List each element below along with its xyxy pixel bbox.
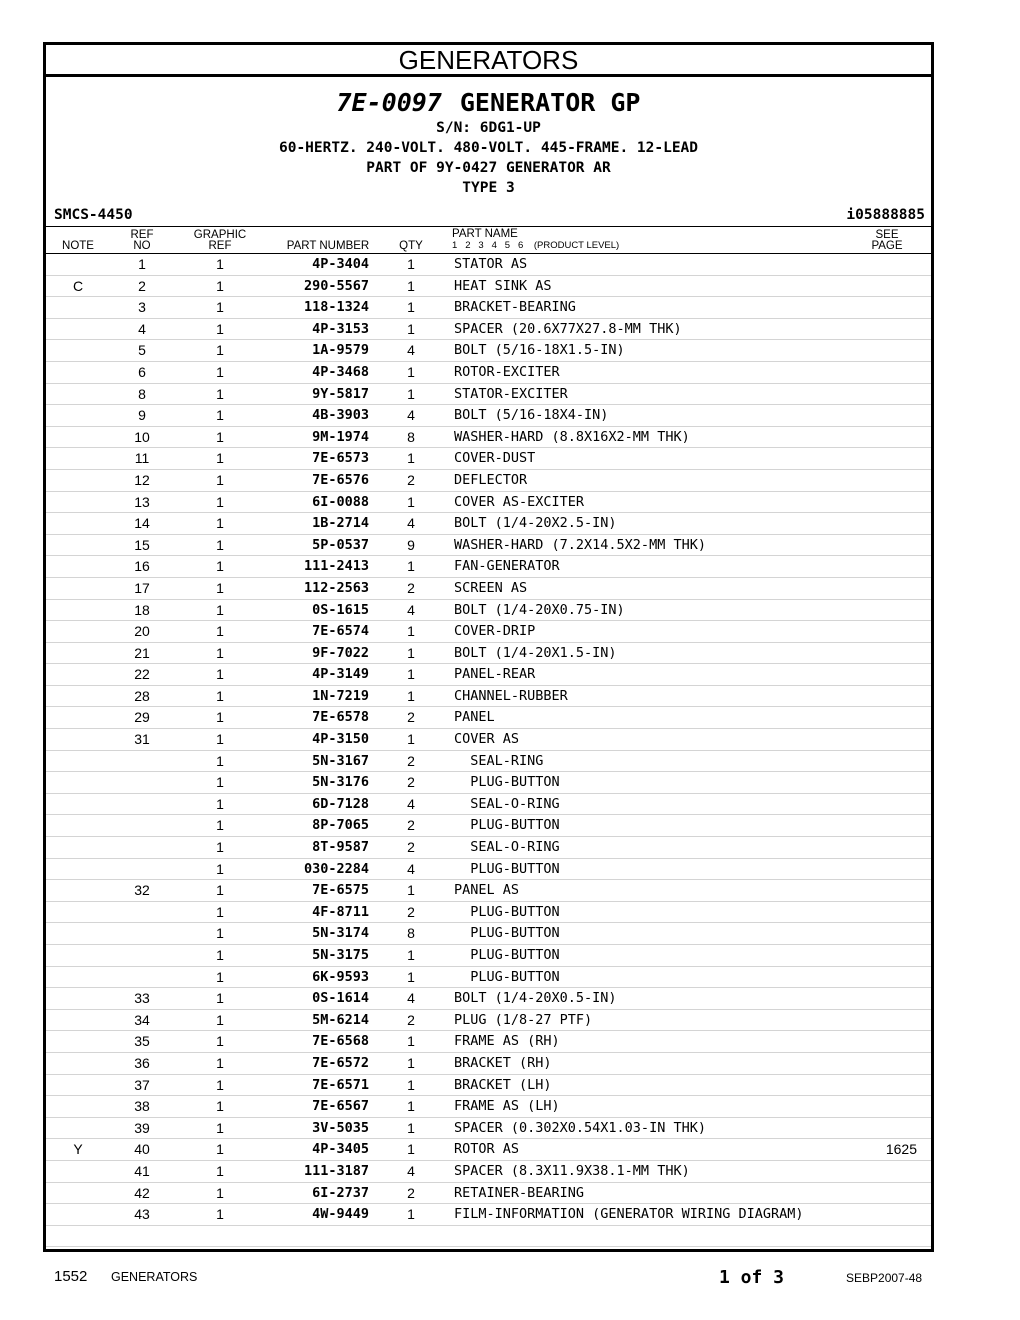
- part-name-cell: COVER-DUST: [454, 450, 536, 467]
- qty-cell: 1: [407, 320, 415, 337]
- qty-cell: 2: [407, 579, 415, 596]
- graphic-ref-cell: 1: [216, 1162, 224, 1179]
- graphic-ref-cell: 1: [216, 666, 224, 683]
- part-number-cell: 5N-3176: [312, 774, 369, 791]
- graphic-ref-cell: 1: [216, 903, 224, 920]
- qty-cell: 4: [407, 515, 415, 532]
- section-title: GENERATORS: [46, 45, 931, 77]
- part-number-cell: 4P-3153: [312, 320, 369, 337]
- graphic-ref-cell: 1: [216, 1054, 224, 1071]
- table-row: [46, 686, 931, 708]
- ref-no-cell: 17: [134, 579, 150, 596]
- table-row: [46, 945, 931, 967]
- table-row: [46, 621, 931, 643]
- part-number-cell: 1A-9579: [312, 342, 369, 359]
- part-number-cell: 7E-6567: [312, 1098, 369, 1115]
- ref-no-cell: 34: [134, 1011, 150, 1028]
- part-number-cell: 7E-6568: [312, 1033, 369, 1050]
- parts-list-frame: [43, 42, 934, 1252]
- part-name-cell: CHANNEL-RUBBER: [454, 687, 568, 704]
- generator-spec: 60-HERTZ. 240-VOLT. 480-VOLT. 445-FRAME. 12-LEAD: [278, 140, 699, 156]
- serial-number: S/N: 6DG1-UP: [436, 120, 541, 136]
- ref-no-cell: 8: [138, 385, 146, 402]
- ref-no-cell: 39: [134, 1119, 150, 1136]
- qty-cell: 1: [407, 968, 415, 985]
- part-name-cell: PANEL-REAR: [454, 666, 536, 683]
- qty-cell: 1: [407, 450, 415, 467]
- parts-table-body: [46, 254, 931, 1247]
- graphic-ref-cell: 1: [216, 882, 224, 899]
- part-name-cell: WASHER-HARD (7.2X14.5X2-MM THK): [454, 536, 706, 553]
- graphic-ref-cell: 1: [216, 1098, 224, 1115]
- part-name-cell: PLUG-BUTTON: [454, 817, 560, 834]
- qty-cell: 1: [407, 493, 415, 510]
- table-row: [46, 707, 931, 729]
- qty-cell: 1: [407, 363, 415, 380]
- model-number: 7E-0097: [336, 88, 442, 117]
- part-number-cell: 6I-0088: [312, 493, 369, 510]
- graphic-ref-cell: 1: [216, 1141, 224, 1158]
- qty-cell: 4: [407, 990, 415, 1007]
- graphic-ref-cell: 1: [216, 1119, 224, 1136]
- part-number-cell: 7E-6571: [312, 1076, 369, 1093]
- qty-cell: 1: [407, 1119, 415, 1136]
- ref-no-cell: 38: [134, 1098, 150, 1115]
- qty-cell: 2: [407, 839, 415, 856]
- part-number-cell: 0S-1614: [312, 990, 369, 1007]
- part-number-cell: 6I-2737: [312, 1184, 369, 1201]
- footer-page-of: 1 of 3: [719, 1267, 785, 1288]
- table-row: [46, 1096, 931, 1118]
- ref-no-cell: 21: [134, 644, 150, 661]
- part-number-cell: 7E-6574: [312, 623, 369, 640]
- qty-cell: 2: [407, 817, 415, 834]
- illustration-id: i05888885: [846, 207, 925, 223]
- ref-no-cell: 9: [138, 407, 146, 424]
- ref-no-cell: 40: [134, 1141, 150, 1158]
- table-row: [46, 513, 931, 535]
- part-name-cell: FRAME AS (LH): [454, 1098, 560, 1115]
- part-name-cell: BOLT (1/4-20X2.5-IN): [454, 515, 617, 532]
- code-line: [46, 204, 931, 226]
- table-row: [46, 988, 931, 1010]
- part-name-cell: BRACKET-BEARING: [454, 299, 576, 316]
- part-name-cell: BOLT (5/16-18X1.5-IN): [454, 342, 625, 359]
- graphic-ref-cell: 1: [216, 558, 224, 575]
- graphic-ref-cell: 1: [216, 795, 224, 812]
- graphic-ref-cell: 1: [216, 1011, 224, 1028]
- qty-cell: 4: [407, 1162, 415, 1179]
- table-row: [46, 319, 931, 341]
- ref-no-cell: 20: [134, 623, 150, 640]
- qty-cell: 1: [407, 623, 415, 640]
- part-number-cell: 5P-0537: [312, 536, 369, 553]
- part-number-cell: 4P-3149: [312, 666, 369, 683]
- graphic-ref-cell: 1: [216, 385, 224, 402]
- part-name-cell: PANEL AS: [454, 882, 520, 899]
- qty-cell: 2: [407, 1011, 415, 1028]
- col-qty: QTY: [399, 240, 423, 252]
- col-see-top: SEE: [875, 229, 899, 241]
- table-row: [46, 859, 931, 881]
- col-note: NOTE: [62, 240, 94, 252]
- part-name-cell: STATOR-EXCITER: [454, 385, 568, 402]
- qty-cell: 1: [407, 1098, 415, 1115]
- qty-cell: 1: [407, 385, 415, 402]
- qty-cell: 4: [407, 407, 415, 424]
- qty-cell: 1: [407, 1033, 415, 1050]
- graphic-ref-cell: 1: [216, 579, 224, 596]
- table-row: [46, 254, 931, 276]
- qty-cell: 4: [407, 795, 415, 812]
- qty-cell: 4: [407, 860, 415, 877]
- column-headers: [46, 226, 931, 254]
- qty-cell: 2: [407, 752, 415, 769]
- part-number-cell: 030-2284: [303, 860, 369, 877]
- ref-no-cell: 1: [138, 256, 146, 272]
- part-number-cell: 6K-9593: [312, 968, 369, 985]
- ref-no-cell: 28: [134, 687, 150, 704]
- col-ref-bottom: NO: [133, 240, 151, 252]
- part-name-cell: BOLT (1/4-20X0.5-IN): [454, 990, 617, 1007]
- part-name-cell: FRAME AS (RH): [454, 1033, 560, 1050]
- qty-cell: 2: [407, 471, 415, 488]
- table-row: [46, 751, 931, 773]
- graphic-ref-cell: 1: [216, 709, 224, 726]
- graphic-ref-cell: 1: [216, 601, 224, 618]
- graphic-ref-cell: 1: [216, 299, 224, 316]
- part-number-cell: 7E-6575: [312, 882, 369, 899]
- table-row: [46, 492, 931, 514]
- qty-cell: 1: [407, 558, 415, 575]
- table-row: [46, 729, 931, 751]
- part-number-cell: 4W-9449: [312, 1206, 369, 1223]
- graphic-ref-cell: 1: [216, 256, 224, 272]
- graphic-ref-cell: 1: [216, 925, 224, 942]
- qty-cell: 2: [407, 774, 415, 791]
- part-number-cell: 7E-6572: [312, 1054, 369, 1071]
- table-row: [46, 815, 931, 837]
- part-number-cell: 7E-6578: [312, 709, 369, 726]
- table-row: [46, 1075, 931, 1097]
- graphic-ref-cell: 1: [216, 860, 224, 877]
- graphic-ref-cell: 1: [216, 277, 224, 294]
- table-row: [46, 794, 931, 816]
- part-number-cell: 112-2563: [303, 579, 369, 596]
- graphic-ref-cell: 1: [216, 515, 224, 532]
- note-cell: Y: [73, 1141, 83, 1158]
- part-number-cell: 9M-1974: [312, 428, 369, 445]
- part-name-cell: PLUG-BUTTON: [454, 860, 560, 877]
- table-row: [46, 384, 931, 406]
- part-name-cell: PLUG-BUTTON: [454, 968, 560, 985]
- col-ref-top: REF: [130, 229, 154, 241]
- graphic-ref-cell: 1: [216, 968, 224, 985]
- col-part-number: PART NUMBER: [286, 240, 370, 252]
- table-row: [46, 664, 931, 686]
- qty-cell: 1: [407, 1054, 415, 1071]
- part-name-cell: RETAINER-BEARING: [454, 1184, 585, 1201]
- part-name-cell: BOLT (1/4-20X1.5-IN): [454, 644, 617, 661]
- qty-cell: 2: [407, 903, 415, 920]
- part-name-cell: BRACKET (RH): [454, 1054, 552, 1071]
- part-number-cell: 290-5567: [303, 277, 369, 294]
- part-name-cell: COVER AS: [454, 731, 520, 748]
- table-row: [46, 297, 931, 319]
- ref-no-cell: 41: [134, 1162, 150, 1179]
- graphic-ref-cell: 1: [216, 623, 224, 640]
- part-number-cell: 5M-6214: [312, 1011, 369, 1028]
- ref-no-cell: 6: [138, 363, 146, 380]
- part-name-cell: COVER AS-EXCITER: [454, 493, 585, 510]
- graphic-ref-cell: 1: [216, 1076, 224, 1093]
- col-graphic-bottom: REF: [208, 240, 232, 252]
- part-number-cell: 5N-3167: [312, 752, 369, 769]
- table-row: [46, 643, 931, 665]
- graphic-ref-cell: 1: [216, 471, 224, 488]
- part-name-cell: PLUG-BUTTON: [454, 774, 560, 791]
- part-number-cell: 3V-5035: [312, 1119, 369, 1136]
- table-row: [46, 405, 931, 427]
- empty-row: [46, 1226, 931, 1248]
- ref-no-cell: 37: [134, 1076, 150, 1093]
- graphic-ref-cell: 1: [216, 536, 224, 553]
- graphic-ref-cell: 1: [216, 731, 224, 748]
- table-row: [46, 1053, 931, 1075]
- part-name-cell: PLUG-BUTTON: [454, 947, 560, 963]
- table-row: [46, 1161, 931, 1183]
- ref-no-cell: 13: [134, 493, 150, 510]
- part-number-cell: 118-1324: [303, 299, 369, 316]
- graphic-ref-cell: 1: [216, 839, 224, 856]
- ref-no-cell: 10: [134, 428, 150, 445]
- qty-cell: 1: [407, 277, 415, 294]
- part-of-line: PART OF 9Y-0427 GENERATOR AR: [366, 160, 611, 176]
- part-name-cell: WASHER-HARD (8.8X16X2-MM THK): [454, 428, 690, 445]
- qty-cell: 1: [407, 1141, 415, 1158]
- graphic-ref-cell: 1: [216, 990, 224, 1007]
- table-row: [46, 578, 931, 600]
- table-row: [46, 427, 931, 449]
- table-row: [46, 600, 931, 622]
- part-name-cell: PANEL: [454, 709, 495, 726]
- graphic-ref-cell: 1: [216, 450, 224, 467]
- ref-no-cell: 22: [134, 666, 150, 683]
- table-row: [46, 837, 931, 859]
- graphic-ref-cell: 1: [216, 1033, 224, 1050]
- table-row: [46, 1031, 931, 1053]
- graphic-ref-cell: 1: [216, 947, 224, 963]
- part-number-cell: 7E-6576: [312, 471, 369, 488]
- graphic-ref-cell: 1: [216, 1184, 224, 1201]
- part-number-cell: 0S-1615: [312, 601, 369, 618]
- part-name-cell: SEAL-O-RING: [454, 839, 560, 856]
- table-row: [46, 1010, 931, 1032]
- ref-no-cell: 42: [134, 1184, 150, 1201]
- ref-no-cell: 31: [134, 731, 150, 748]
- note-cell: C: [72, 277, 84, 294]
- part-name-cell: FILM-INFORMATION (GENERATOR WIRING DIAGRAM): [454, 1206, 804, 1223]
- qty-cell: 1: [407, 666, 415, 683]
- table-row: [46, 362, 931, 384]
- table-row: [46, 448, 931, 470]
- part-name-cell: ROTOR-EXCITER: [454, 363, 560, 380]
- part-number-cell: 8P-7065: [312, 817, 369, 834]
- part-number-cell: 4P-3405: [312, 1141, 369, 1158]
- qty-cell: 1: [407, 1206, 415, 1223]
- part-name-cell: SEAL-O-RING: [454, 795, 560, 812]
- part-name-cell: SPACER (20.6X77X27.8-MM THK): [454, 320, 682, 337]
- part-number-cell: 9Y-5817: [312, 385, 369, 402]
- table-row: [46, 923, 931, 945]
- part-number-cell: 6D-7128: [312, 795, 369, 812]
- qty-cell: 4: [407, 342, 415, 359]
- ref-no-cell: 15: [134, 536, 150, 553]
- graphic-ref-cell: 1: [216, 428, 224, 445]
- part-number-cell: 4B-3903: [312, 407, 369, 424]
- graphic-ref-cell: 1: [216, 407, 224, 424]
- col-graphic-top: GRAPHIC: [193, 229, 247, 241]
- table-row: [46, 967, 931, 989]
- table-row: [46, 1183, 931, 1205]
- graphic-ref-cell: 1: [216, 687, 224, 704]
- smcs-code: SMCS-4450: [54, 207, 133, 223]
- see-page-cell: 1625: [885, 1141, 917, 1158]
- table-row: [46, 880, 931, 902]
- footer-section: GENERATORS: [111, 1270, 198, 1284]
- graphic-ref-cell: 1: [216, 320, 224, 337]
- ref-no-cell: 43: [134, 1206, 150, 1223]
- type-line: TYPE 3: [462, 180, 515, 196]
- footer-page-number: 1552: [54, 1268, 88, 1285]
- part-name-cell: SPACER (0.302X0.54X1.03-IN THK): [454, 1119, 706, 1136]
- part-name-cell: SEAL-RING: [454, 752, 544, 769]
- ref-no-cell: 16: [134, 558, 150, 575]
- qty-cell: 1: [407, 731, 415, 748]
- part-name-cell: HEAT SINK AS: [454, 277, 552, 294]
- qty-cell: 1: [407, 947, 415, 963]
- qty-cell: 1: [407, 1076, 415, 1093]
- part-name-cell: BOLT (5/16-18X4-IN): [454, 407, 609, 424]
- qty-cell: 4: [407, 601, 415, 618]
- model-title: [46, 88, 931, 118]
- ref-no-cell: 18: [134, 601, 150, 618]
- ref-no-cell: 35: [134, 1033, 150, 1050]
- ref-no-cell: 32: [134, 882, 150, 899]
- part-name-cell: PLUG-BUTTON: [454, 903, 560, 920]
- part-name-cell: SPACER (8.3X11.9X38.1-MM THK): [454, 1162, 690, 1179]
- part-name-cell: PLUG (1/8-27 PTF): [454, 1011, 593, 1028]
- part-number-cell: 7E-6573: [312, 450, 369, 467]
- table-row: [46, 902, 931, 924]
- part-number-cell: 5N-3174: [312, 925, 369, 942]
- part-name-cell: BRACKET (LH): [454, 1076, 552, 1093]
- table-row: [46, 1118, 931, 1140]
- graphic-ref-cell: 1: [216, 1206, 224, 1223]
- ref-no-cell: 4: [138, 320, 146, 337]
- part-number-cell: 4F-8711: [312, 903, 369, 920]
- part-name-cell: DEFLECTOR: [454, 471, 528, 488]
- part-name-cell: STATOR AS: [454, 256, 528, 272]
- part-number-cell: 1B-2714: [312, 515, 369, 532]
- ref-no-cell: 2: [138, 277, 146, 294]
- graphic-ref-cell: 1: [216, 817, 224, 834]
- qty-cell: 8: [407, 925, 415, 942]
- col-see-bottom: PAGE: [871, 240, 903, 252]
- graphic-ref-cell: 1: [216, 774, 224, 791]
- part-name-cell: BOLT (1/4-20X0.75-IN): [454, 601, 625, 618]
- qty-cell: 2: [407, 709, 415, 726]
- col-product-level: 1 2 3 4 5 6 (PRODUCT LEVEL): [452, 240, 620, 251]
- part-number-cell: 9F-7022: [312, 644, 369, 661]
- qty-cell: 1: [407, 687, 415, 704]
- part-number-cell: 111-3187: [303, 1162, 369, 1179]
- part-name-cell: SCREEN AS: [454, 579, 528, 596]
- group-header: [46, 88, 931, 198]
- table-row: [46, 556, 931, 578]
- qty-cell: 1: [407, 882, 415, 899]
- table-row: [46, 276, 931, 298]
- graphic-ref-cell: 1: [216, 342, 224, 359]
- graphic-ref-cell: 1: [216, 644, 224, 661]
- ref-no-cell: 33: [134, 990, 150, 1007]
- ref-no-cell: 12: [134, 471, 150, 488]
- part-name-cell: COVER-DRIP: [454, 623, 536, 640]
- table-row: [46, 470, 931, 492]
- table-row: [46, 535, 931, 557]
- part-number-cell: 4P-3468: [312, 363, 369, 380]
- part-number-cell: 4P-3150: [312, 731, 369, 748]
- part-number-cell: 111-2413: [303, 558, 369, 575]
- ref-no-cell: 14: [134, 515, 150, 532]
- footer-doc-code: SEBP2007-48: [846, 1271, 923, 1285]
- table-row: [46, 340, 931, 362]
- qty-cell: 1: [407, 256, 415, 272]
- model-name: GENERATOR GP: [459, 88, 641, 117]
- qty-cell: 8: [407, 428, 415, 445]
- col-part-name: PART NAME: [452, 228, 518, 240]
- qty-cell: 2: [407, 1184, 415, 1201]
- part-name-cell: ROTOR AS: [454, 1141, 520, 1158]
- part-name-cell: FAN-GENERATOR: [454, 558, 560, 575]
- graphic-ref-cell: 1: [216, 493, 224, 510]
- ref-no-cell: 29: [134, 709, 150, 726]
- graphic-ref-cell: 1: [216, 752, 224, 769]
- qty-cell: 1: [407, 299, 415, 316]
- part-number-cell: 4P-3404: [312, 256, 369, 272]
- part-number-cell: 8T-9587: [312, 839, 369, 856]
- part-number-cell: 1N-7219: [312, 687, 369, 704]
- part-name-cell: PLUG-BUTTON: [454, 925, 560, 942]
- table-row: [46, 772, 931, 794]
- ref-no-cell: 5: [138, 342, 146, 359]
- ref-no-cell: 36: [134, 1054, 150, 1071]
- qty-cell: 1: [407, 644, 415, 661]
- ref-no-cell: 3: [138, 299, 146, 316]
- table-row: [46, 1139, 931, 1161]
- ref-no-cell: 11: [134, 450, 150, 467]
- graphic-ref-cell: 1: [216, 363, 224, 380]
- qty-cell: 9: [407, 536, 415, 553]
- table-row: [46, 1204, 931, 1226]
- part-number-cell: 5N-3175: [312, 947, 369, 963]
